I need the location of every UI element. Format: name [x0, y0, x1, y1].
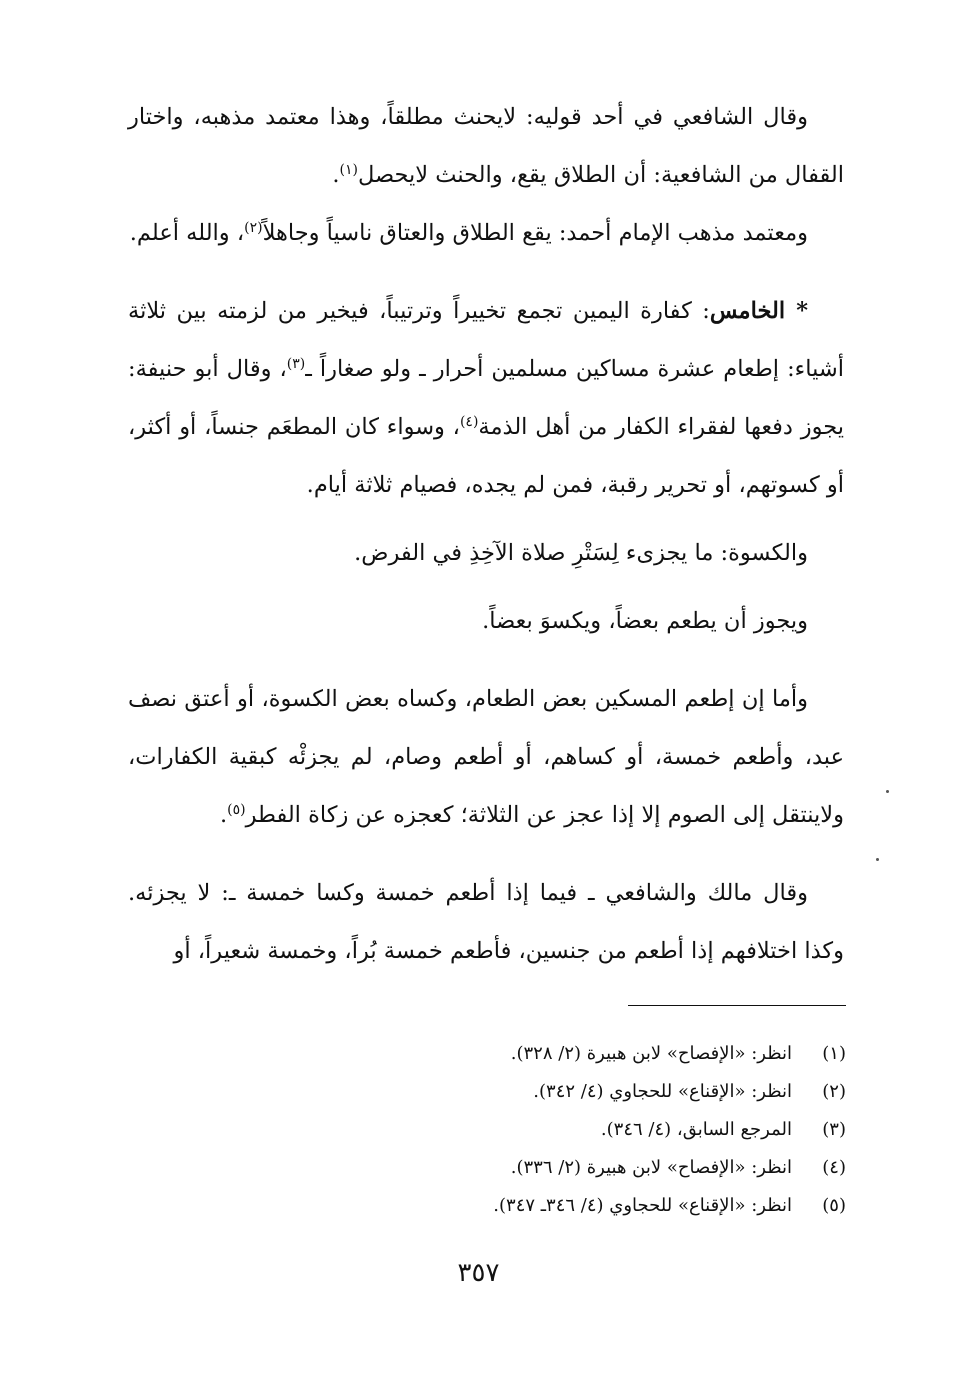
main-text	[128, 88, 844, 980]
paragraph-incomplete-expiation: وأما إن إطعم المسكين بعض الطعام، وكساه بعض الكسوة، أو أعتق نصف عبد، وأطعم خمسة، أو كساهم، أو أطعم وصام، لم يجزئْه كبقية الكفارات، ولاينتقل إلى الصوم إلا إذا عجز عن الثلاثة؛ كعجزه عن زكاة الفطر$^{(٥)}$.	[128, 686, 844, 828]
paragraph-text: كفارة اليمين تجمع تخييراً وترتيباً، فيخير من لزمته بين ثلاثة أشياء: إطعام عشرة مساكين مسلمين أحرار ـ ولو صغاراً ـ	[128, 298, 844, 382]
footnote-number: (١)	[822, 1043, 846, 1064]
paragraph-clothing	[128, 524, 844, 582]
footnote-number: (٤)	[822, 1157, 846, 1178]
paragraph-text: وأما إن إطعم المسكين بعض الطعام، وكساه بعض الكسوة، أو أعتق نصف عبد، وأطعم خمسة، أو كساهم، أو أطعم وصام، لم يجزئْه كبقية الكفارات، ولاينتقل إلى الصوم إلا إذا عجز عن الثلاثة؛ كعجزه عن زكاة الفطر	[128, 686, 844, 828]
footnote-text: انظر: «الإفصاح» لابن هبيرة (٢/ ٣٢٨).	[510, 1043, 792, 1064]
paragraph-text: ويجوز أن يطعم بعضاً، ويكسوَ بعضاً.	[482, 608, 808, 634]
paragraph-text: والكسوة: ما يجزىء لِسَتْرِ صلاة الآخِذِ في الفرض.	[354, 540, 808, 566]
footnote-number: (٥)	[822, 1195, 846, 1216]
paragraph-text: وقال مالك والشافعي ـ فيما إذا أطعم خمسة وكسا خمسة ـ: لا يجزئه. وكذا اختلافهم إذا أطعم من جنسين، فأطعم خمسة بُراً، وخمسة شعيراً، أو	[128, 880, 844, 964]
footnote-text: انظر: «الإفصاح» لابن هبيرة (٢/ ٣٣٦).	[510, 1157, 792, 1178]
paragraph-ahmad-view	[128, 204, 844, 262]
footnote-4	[300, 1149, 846, 1187]
scan-speck	[876, 858, 879, 861]
footnote-ref-1[interactable]: (١)	[339, 162, 358, 178]
section-marker: * الخامس	[709, 298, 809, 324]
paragraph-text: ، والله أعلم.	[129, 220, 245, 246]
footnote-text: المرجع السابق، (٤/ ٣٤٦).	[600, 1119, 792, 1140]
paragraph-text: ، وقال أبو حنيفة: يجوز دفعها لفقراء الكفار من أهل الذمة	[128, 356, 844, 440]
footnote-3	[300, 1111, 846, 1149]
paragraph-partial	[128, 592, 844, 650]
scan-speck	[886, 790, 889, 793]
footnote-5	[300, 1187, 846, 1225]
paragraph-text: ، وسواء كان المطعَم جنساً، أو أكثر، أو كسوتهم، أو تحرير رقبة، فمن لم يجده، فصيام ثلاثة أيام.	[128, 414, 844, 498]
footnote-number: (٣)	[822, 1119, 846, 1140]
paragraph-text: ومعتمد مذهب الإمام أحمد: يقع الطلاق والعتاق ناسياً وجاهلاً	[262, 220, 808, 246]
footnote-1	[300, 1035, 846, 1073]
footnote-text: انظر: «الإقناع» للحجاوي (٤/ ٣٤٢).	[533, 1081, 792, 1102]
footnote-text: انظر: «الإقناع» للحجاوي (٤/ ٣٤٦ـ ٣٤٧).	[493, 1195, 792, 1216]
footnote-2	[300, 1073, 846, 1111]
paragraph-shafii-view: وقال الشافعي في أحد قوليه: لايحنث مطلقاً، وهذا معتمد مذهبه، واختار القفال من الشافعية: أن الطلاق يقع، والحنث لايحصل$^{(١)}$.	[128, 104, 844, 188]
footnote-ref-4[interactable]: (٤)	[459, 414, 479, 430]
footnote-separator	[628, 1005, 846, 1006]
footnote-ref-3[interactable]: (٣)	[286, 356, 306, 372]
footnote-ref-5[interactable]: (٥)	[227, 802, 246, 818]
footnote-number: (٢)	[822, 1081, 846, 1102]
paragraph-malik-shafii	[128, 864, 844, 980]
paragraph-fifth-expiation: * الخامس: كفارة اليمين تجمع تخييراً وترتيباً، فيخير من لزمته بين ثلاثة أشياء: إطعام عشرة مساكين مسلمين أحرار ـ ولو صغاراً ـ$^{(٣)}$، وقال أبو حنيفة: يجوز دفعها لفقراء الكفار من أهل الذمة$^{(٤)}$، وسواء كان المطعَم جنساً، أو أكثر، أو كسوتهم، أو تحرير رقبة، فمن لم يجده، فصيام ثلاثة أيام.	[128, 298, 844, 498]
page-number: ٣٥٧	[457, 1258, 500, 1288]
paragraph-text: وقال الشافعي في أحد قوليه: لايحنث مطلقاً، وهذا معتمد مذهبه، واختار القفال من الشافعية: أن الطلاق يقع، والحنث لايحصل	[128, 104, 844, 188]
footnotes	[300, 1035, 846, 1225]
footnote-ref-2[interactable]: (٢)	[244, 220, 263, 236]
